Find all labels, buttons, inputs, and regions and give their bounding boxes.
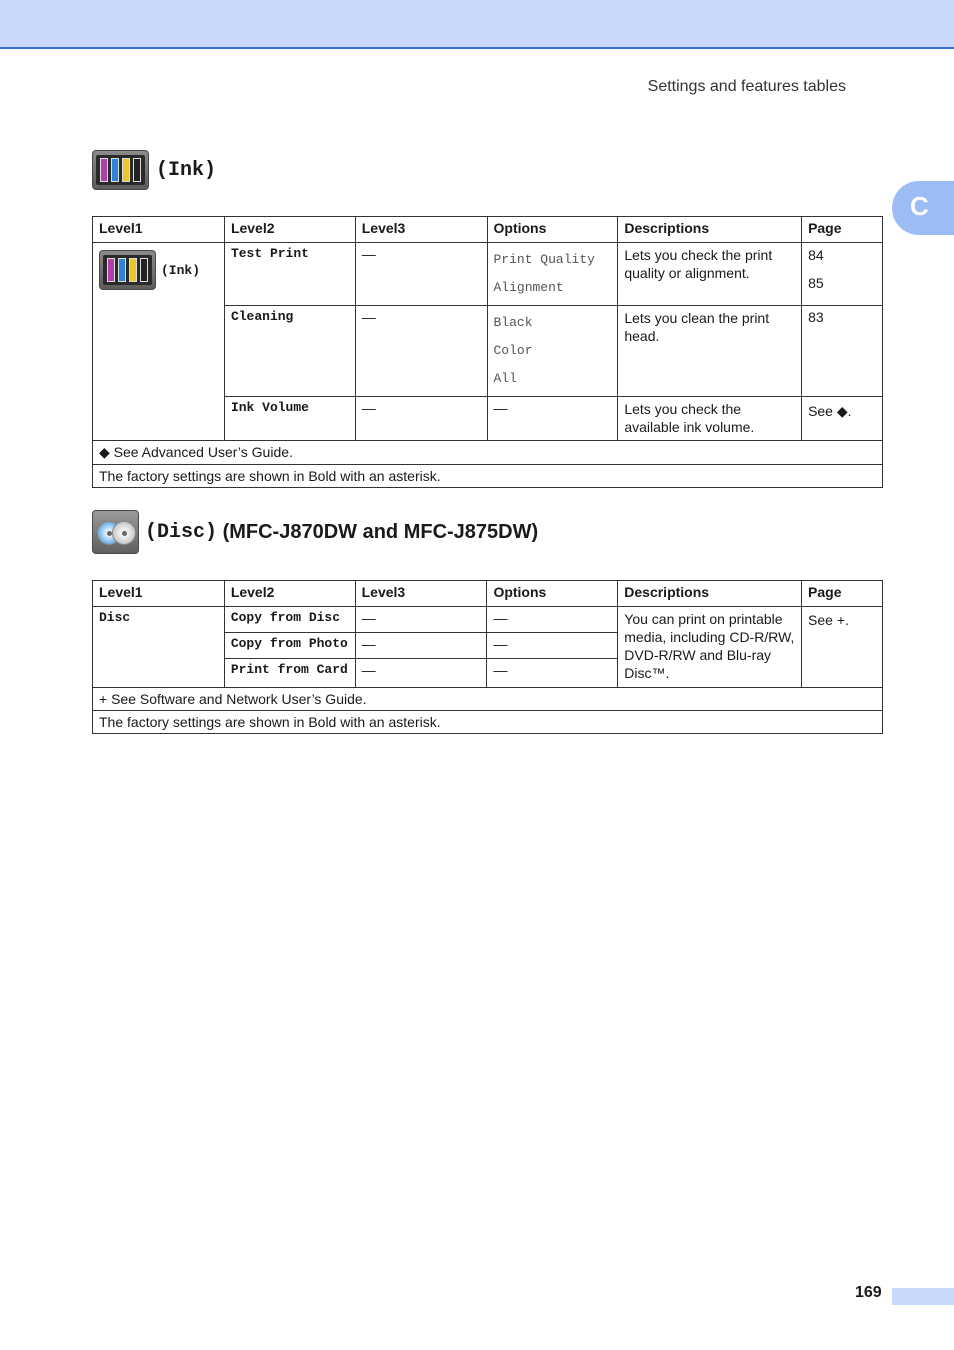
note-row <box>93 465 883 488</box>
options-cell <box>487 243 618 306</box>
option-color: Color <box>493 343 533 358</box>
level2-copy-from-disc: Copy from Disc <box>224 607 355 633</box>
top-header-band <box>0 0 954 49</box>
col-descriptions: Descriptions <box>618 581 802 607</box>
level2-ink-volume: Ink Volume <box>224 397 355 441</box>
note-row <box>93 688 883 711</box>
level1-label: (Ink) <box>161 262 201 278</box>
level3-cell: — <box>355 397 487 441</box>
option-all: All <box>493 371 517 386</box>
col-descriptions: Descriptions <box>618 217 802 243</box>
chapter-tab <box>892 181 954 235</box>
disc-icon <box>92 510 139 554</box>
options-cell: — <box>487 607 618 633</box>
level3-cell: — <box>355 243 487 306</box>
col-level2: Level2 <box>224 581 355 607</box>
reference-note: + See Software and Network User’s Guide. <box>93 688 883 711</box>
note-row <box>93 441 883 465</box>
table-row <box>93 243 883 306</box>
level3-cell: — <box>355 633 487 659</box>
col-level1: Level1 <box>93 581 225 607</box>
reference-note: ◆ See Advanced User’s Guide. <box>93 441 883 465</box>
col-page: Page <box>802 581 883 607</box>
factory-settings-note: The factory settings are shown in Bold with an asterisk. <box>93 465 883 488</box>
table-row <box>93 607 883 633</box>
disc-heading-code: (Disc) <box>145 520 218 544</box>
footer-band <box>892 1288 954 1305</box>
note-row <box>93 711 883 734</box>
description-cell: You can print on printable media, including CD-R/RW, DVD-R/RW and Blu-ray Disc™. <box>618 607 802 688</box>
level2-test-print: Test Print <box>224 243 355 306</box>
description-cell: Lets you check the available ink volume. <box>618 397 802 441</box>
level1-cell <box>93 243 225 441</box>
level1-disc: Disc <box>93 607 225 688</box>
disc-heading-text: (MFC-J870DW and MFC-J875DW) <box>217 520 539 543</box>
options-cell: — <box>487 659 618 688</box>
ink-section-heading <box>92 150 216 190</box>
option-black: Black <box>493 315 533 330</box>
col-level2: Level2 <box>224 217 355 243</box>
level2-cleaning: Cleaning <box>224 306 355 397</box>
ink-icon <box>92 150 149 190</box>
description-cell: Lets you clean the print head. <box>618 306 802 397</box>
col-level3: Level3 <box>355 581 487 607</box>
page-cell: See +. <box>802 607 883 688</box>
level3-cell: — <box>355 607 487 633</box>
ink-heading-code: (Ink) <box>156 158 217 182</box>
table-header-row <box>93 217 883 243</box>
running-header-title: Settings and features tables <box>647 78 846 95</box>
ink-icon <box>99 250 156 290</box>
col-level3: Level3 <box>355 217 487 243</box>
options-cell: — <box>487 633 618 659</box>
ink-settings-table <box>92 216 883 488</box>
page-ref: 85 <box>808 275 824 291</box>
col-page: Page <box>802 217 883 243</box>
option-alignment: Alignment <box>493 280 564 295</box>
options-cell: — <box>487 397 618 441</box>
level2-print-from-card: Print from Card <box>224 659 355 688</box>
factory-settings-note: The factory settings are shown in Bold with an asterisk. <box>93 711 883 734</box>
option-print-quality: Print Quality <box>493 252 595 267</box>
disc-section-heading <box>92 510 538 554</box>
table-header-row <box>93 581 883 607</box>
level3-cell: — <box>355 659 487 688</box>
col-options: Options <box>487 217 618 243</box>
page-cell <box>802 243 883 306</box>
page-number: 169 <box>855 1284 882 1301</box>
level3-cell: — <box>355 306 487 397</box>
page-cell: See ◆. <box>802 397 883 441</box>
level2-copy-from-photo: Copy from Photo <box>224 633 355 659</box>
options-cell <box>487 306 618 397</box>
disc-settings-table <box>92 580 883 734</box>
chapter-letter: C <box>910 191 929 221</box>
page-cell: 83 <box>802 306 883 397</box>
col-level1: Level1 <box>93 217 225 243</box>
page-ref: 84 <box>808 247 824 263</box>
col-options: Options <box>487 581 618 607</box>
description-cell: Lets you check the print quality or alignment. <box>618 243 802 306</box>
